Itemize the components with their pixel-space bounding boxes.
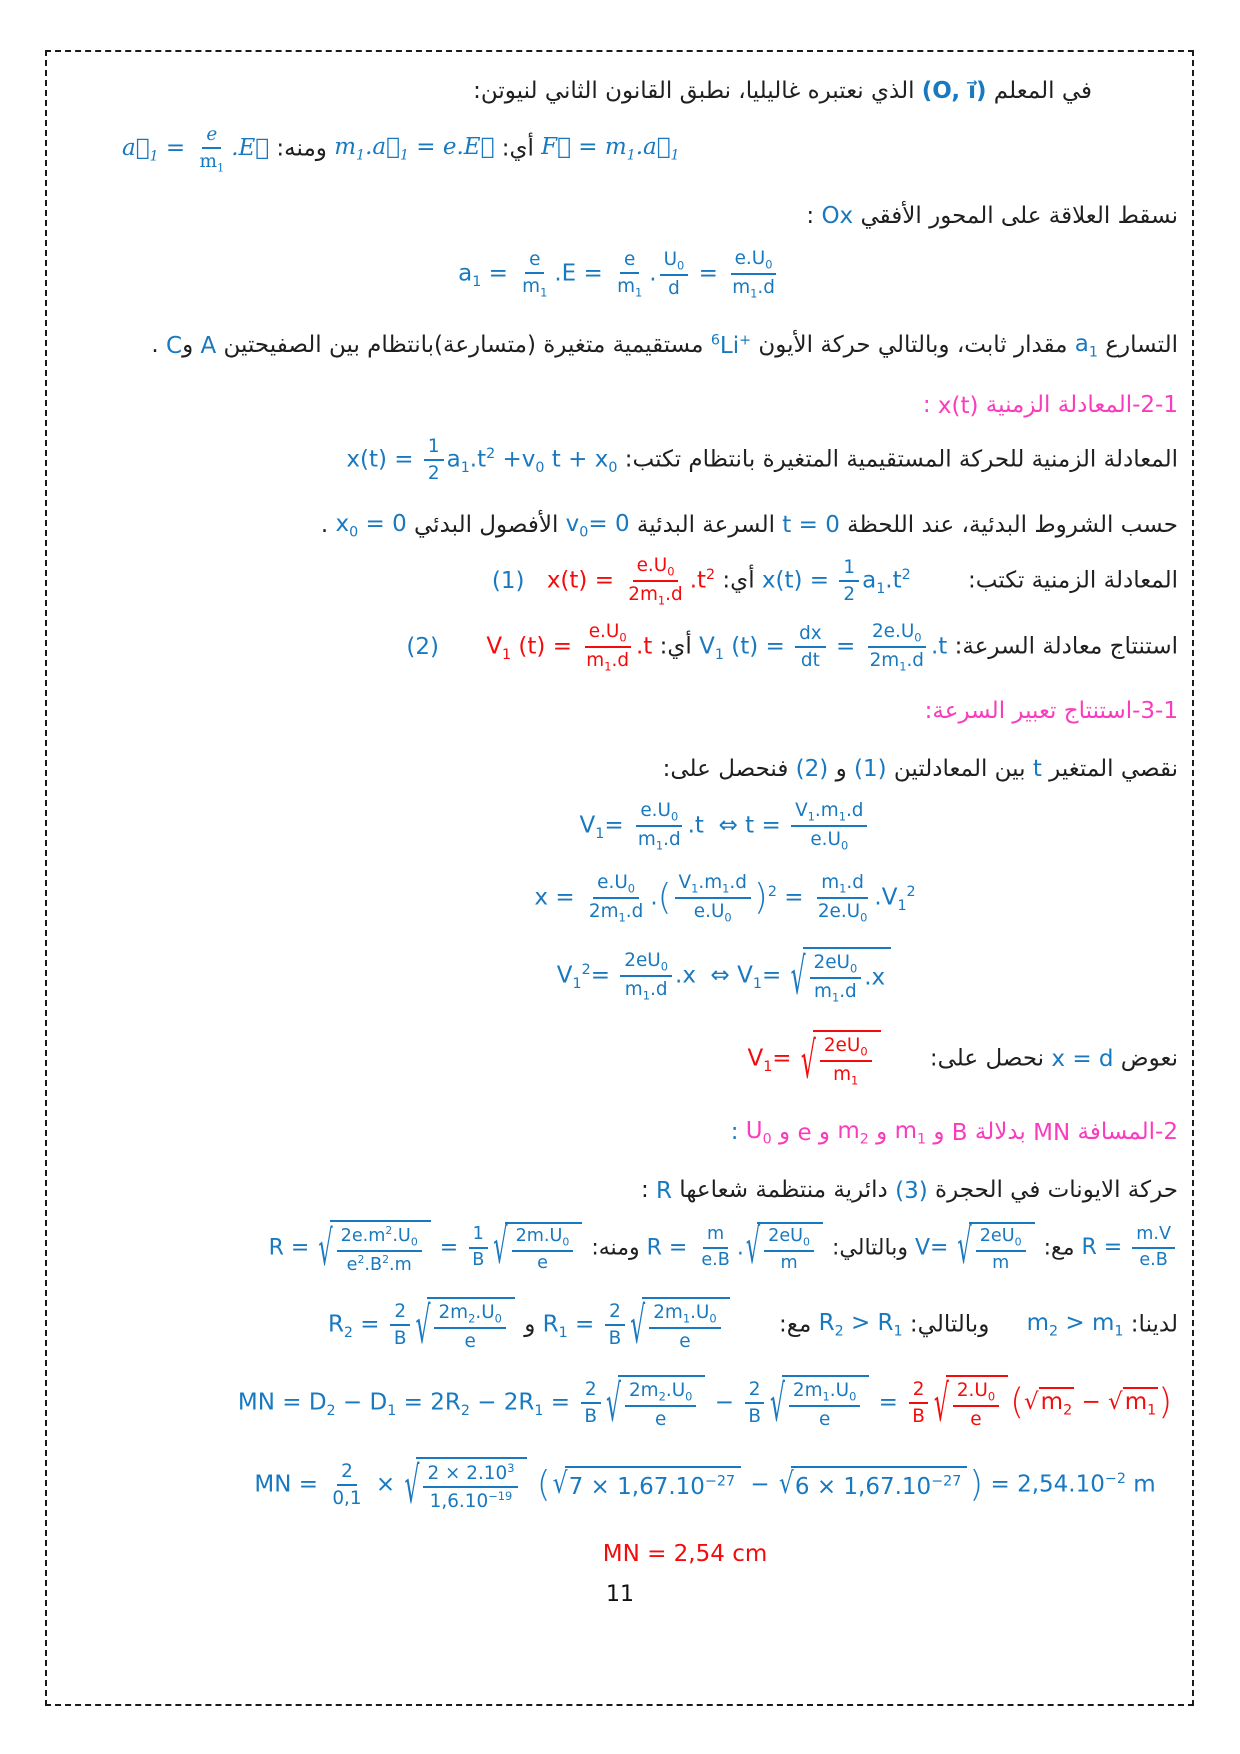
paragraph-constant-acceleration: التسارع $a_1$ مقدار ثابت، وبالتالي حركة الأيون $^6$Li+ مستقيمية متغيرة (متسارعة)بانتظام بين الصفيحتين A وC .: [151, 331, 1178, 361]
page-content: [62, 58, 1178, 1607]
equation-mn-result: MN = 2,54 cm: [602, 1541, 768, 1568]
equation-newton-second-law: F⃗ = $m_1.a⃗_1$ أي: $m_1.a⃗_1$ = e.E⃗ ومنه: $a⃗_1$ = $\frac{e}{m_1}$ .E⃗: [122, 123, 680, 175]
equation-acceleration: $a_1$ = $\frac{e}{m_1}$ .E = $\frac{e}{m_1}$ . $\frac{U_0}{d}$ = $\frac{e.U_0}{m_1.d}$: [458, 248, 775, 302]
equation-final-velocity-red: نعوض x = d نحصل على: $V_1=$ √ $\frac{2eU_0}{m_1}$: [747, 1030, 1178, 1091]
heading-section-1-3-velocity-expression: 3-1-استنتاج تعبير السرعة:: [924, 697, 1178, 724]
equation-t-isolated: $V_1=$ $\frac{e.U_0}{m_1.d}$ .t ⇔ t = $\frac{V_1.m_1.d}{e.U_0}$: [62, 799, 1178, 853]
equation-radii-comparison: لدينا: $m_2 > m_1$ وبالتالي: $R_2 > R_1$ مع: $R_1$ = $\frac{2}{B}$ √ $\frac{2m_1.U_0}{e}$ و $R_2$ = $\frac{2}{B}$ √ $\frac{2m_2.U_0}{e}$: [327, 1294, 1178, 1356]
heading-section-2-distance-mn: 2-المسافة MN بدلالة B و $m_1$ و $m_2$ و e و $U_0$ :: [730, 1118, 1178, 1148]
equation-xt-final: المعادلة الزمنية تكتب: x(t) = $\frac{1}{2}$ $a_1.t^2$ أي: x(t) = $\frac{e.U_0}{2m_1.d}$ $.t^2$ (1): [491, 554, 1178, 608]
heading-section-1-2-time-equation: 2-1-المعادلة الزمنية x(t) :: [922, 392, 1178, 419]
paragraph-ox-projection: نسقط العلاقة على المحور الأفقي Ox :: [806, 202, 1178, 229]
equation-xt-general: المعادلة الزمنية للحركة المستقيمية المتغيرة بانتظام تكتب: x(t) = $\frac{1}{2}$ $a_1.t^2 +v_0$ $t + x_0$: [346, 436, 1178, 484]
equation-mn-symbolic: MN = $D_2 - D_1 = 2R_2 - 2R_1$ = $\frac{2}{B}$ √ $\frac{2m_2.U_0}{e}$ − $\frac{2}{B}$ √ $\frac{2m_1.U_0}{e}$ = $\frac{2}{B}$ √ $\frac{2.U_0}{e}$ $(√m_2 - √m_1)$: [237, 1372, 1173, 1434]
paragraph-newton-intro: في المعلم (O, i⃗) الذي نعتبره غاليليا، نطبق القانون الثاني لنيوتن:: [473, 78, 1092, 105]
paragraph-circular-motion: حركة الايونات في الحجرة (3) دائرية منتظمة شعاعها R :: [640, 1177, 1178, 1204]
equation-x-substituted: x = $\frac{e.U_0}{2m_1.d}$ .( $\frac{V_1.m_1.d}{e.U_0}$ )$^2$ = $\frac{m_1.d}{2e.U_0}$ $.V_1^2$: [534, 871, 916, 925]
paragraph-eliminate-t: نقصي المتغير t بين المعادلتين (1) و (2) فنحصل على:: [662, 756, 1178, 783]
equation-v-squared: $V_1^2=$ $\frac{2eU_0}{m_1.d}$ .x ⇔ $V_1=$ √ $\frac{2eU_0}{m_1.d}$ .x: [62, 947, 1178, 1005]
equation-radius-chain: R = $\frac{m.V}{e.B}$ مع: V= √ $\frac{2eU_0}{m}$ وبالتالي: R = $\frac{m}{e.B}$ . √ $\frac{2eU_0}{m}$ ومنه: R = √ $\frac{2e.m^2.U_0}{e^2.B^2.m}$ = $\frac{1}{B}$ √ $\frac{2m.U_0}{e}$: [62, 1220, 1178, 1277]
page-number: 11: [606, 1581, 634, 1607]
equation-mn-numeric: MN = $\frac{2}{0,1}$ × √ $\frac{2 \times 2.10^3}{1,6.10^{-19}}$ ( √ $7 \times 1,67.10^{-27}$ − √ $6 \times 1,67.10^{-27}$ ) = $2,54.10^{-2}$ m: [254, 1455, 1156, 1516]
paragraph-initial-conditions: حسب الشروط البدئية، عند اللحظة t = 0 السرعة البدئية $v_0= 0$ الأفصول البدئي $x_0 = 0$ .: [320, 511, 1178, 541]
equation-velocity-derivative: استنتاج معادلة السرعة: $V_1$ (t) = $\frac{dx}{dt}$ = $\frac{2e.U_0}{2m_1.d}$ .t أي: $V_1$ (t) = $\frac{e.U_0}{m_1.d}$ .t (2): [406, 620, 1178, 674]
